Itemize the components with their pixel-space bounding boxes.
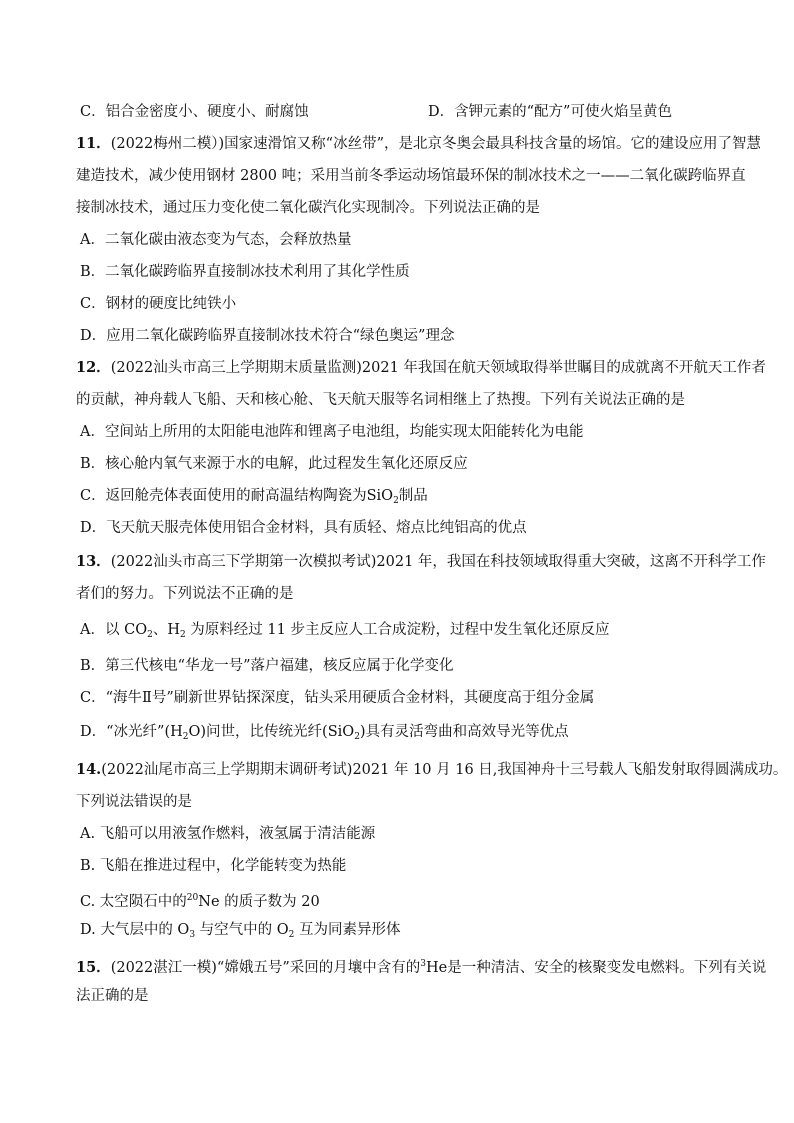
question-13-option-d: D．“冰光纤$”(H_2O)$问世，比传统光纤(SiO$_2$)具有灵活弯曲和高效导光等优点	[80, 724, 569, 742]
question-15-line-2: 法正确的是	[76, 988, 149, 1004]
chem-formula: SiO$_2$	[366, 488, 399, 506]
question-13-option-c: C．“海牛Ⅱ号”刷新世界钻探深度，钻头采用硬质合金材料，其硬度高于组分金属	[80, 690, 595, 706]
question-12-option-d: D．飞天航天服壳体使用铝合金材料，具有质轻、熔点比纯铝高的优点	[80, 520, 527, 536]
question-13-line-1: 13．(2022汕头市高三下学期第一次模拟考试)2021 年，我国在科技领域取得重大突破，这离不开科学工作	[76, 553, 766, 570]
question-11-line-1: 11．(2022梅州二模）)国家速滑馆又称“冰丝带”，是北京冬奥会最具科技含量的场馆。它的建设应用了智慧	[76, 135, 761, 152]
question-number: 12．	[76, 359, 111, 376]
question-13-line-2: 者们的努力。下列说法不正确的是	[76, 586, 294, 602]
question-14-option-d: D. 大气层中的 $O_3$ 与空气中的 $O_2$ 互为同素异形体	[80, 922, 401, 940]
question-11-line-2: 建造技术，减少使用钢材 2800 吨；采用当前冬季运动场馆最环保的制冰技术之一——二氧化碳跨临界直	[76, 168, 746, 184]
question-12-line-2: 的贡献，神舟载人飞船、天和核心舱、飞天航天服等名词相继上了热搜。下列有关说法正确的是	[76, 392, 685, 408]
question-number: 11．	[76, 135, 111, 152]
question-number: 15．	[76, 959, 111, 976]
question-14-line-1: 14.(2022汕尾市高三上学期期末调研考试)2021 年 10 月 16 日,我国神舟十三号载人飞船发射取得圆满成功。	[76, 761, 788, 778]
question-13-option-a: A．以 $CO_2$、$H_2$ 为原料经过 11 步主反应人工合成淀粉，过程中发生氧化还原反应	[80, 622, 610, 640]
chem-formula: $H_2O$	[170, 724, 201, 742]
question-number: 13．	[76, 553, 111, 570]
question-11-option-a: A．二氧化碳由液态变为气态，会释放热量	[80, 232, 352, 248]
question-number: 14.	[76, 761, 102, 778]
question-11-line-3: 接制冰技术，通过压力变化使二氧化碳汽化实现制冷。下列说法正确的是	[76, 200, 540, 216]
question-14-option-c: C. 太空陨石中的$^{20}$Ne 的质子数为 20	[80, 893, 320, 910]
chem-formula: SiO$_2$	[327, 724, 360, 742]
question-11-option-c: C．钢材的硬度比纯铁小	[80, 296, 237, 312]
question-11-option-b: B．二氧化碳跨临界直接制冰技术利用了其化学性质	[80, 264, 410, 280]
question-12-option-a: A．空间站上所用的太阳能电池阵和锂离子电池组，均能实现太阳能转化为电能	[80, 424, 584, 440]
question-14-option-b: B. 飞船在推进过程中，化学能转变为热能	[80, 858, 347, 874]
question-10-options	[80, 102, 734, 122]
question-14-option-a: A. 飞船可以用液氢作燃料，液氢属于清洁能源	[80, 826, 376, 842]
question-12-option-c: C．返回舱壳体表面使用的耐高温结构陶瓷为SiO$_2$制品	[80, 488, 428, 506]
question-15-line-1: 15．(2022湛江一模)“嫦娥五号”采回的月壤中含有的$^3$He是一种清洁、安全的核聚变发电燃料。下列有关说	[76, 959, 767, 976]
question-13-option-b: B．第三代核电“华龙一号”落户福建，核反应属于化学变化	[80, 658, 454, 674]
question-12-option-b: B．核心舱内氧气来源于水的电解，此过程发生氧化还原反应	[80, 456, 468, 472]
option-d: D．含钾元素的“配方”可使火焰呈黄色	[428, 104, 672, 120]
option-c: C．铝合金密度小、硬度小、耐腐蚀	[80, 104, 309, 120]
chem-formula: $H_2$	[167, 622, 186, 640]
chem-formula: $CO_2$	[124, 622, 153, 640]
question-11-option-d: D．应用二氧化碳跨临界直接制冰技术符合“绿色奥运”理念	[80, 328, 455, 344]
question-14-line-2: 下列说法错误的是	[76, 794, 192, 810]
question-12-line-1: 12．(2022汕头市高三上学期期末质量监测)2021 年我国在航天领域取得举世瞩目的成就离不开航天工作者	[76, 359, 766, 376]
